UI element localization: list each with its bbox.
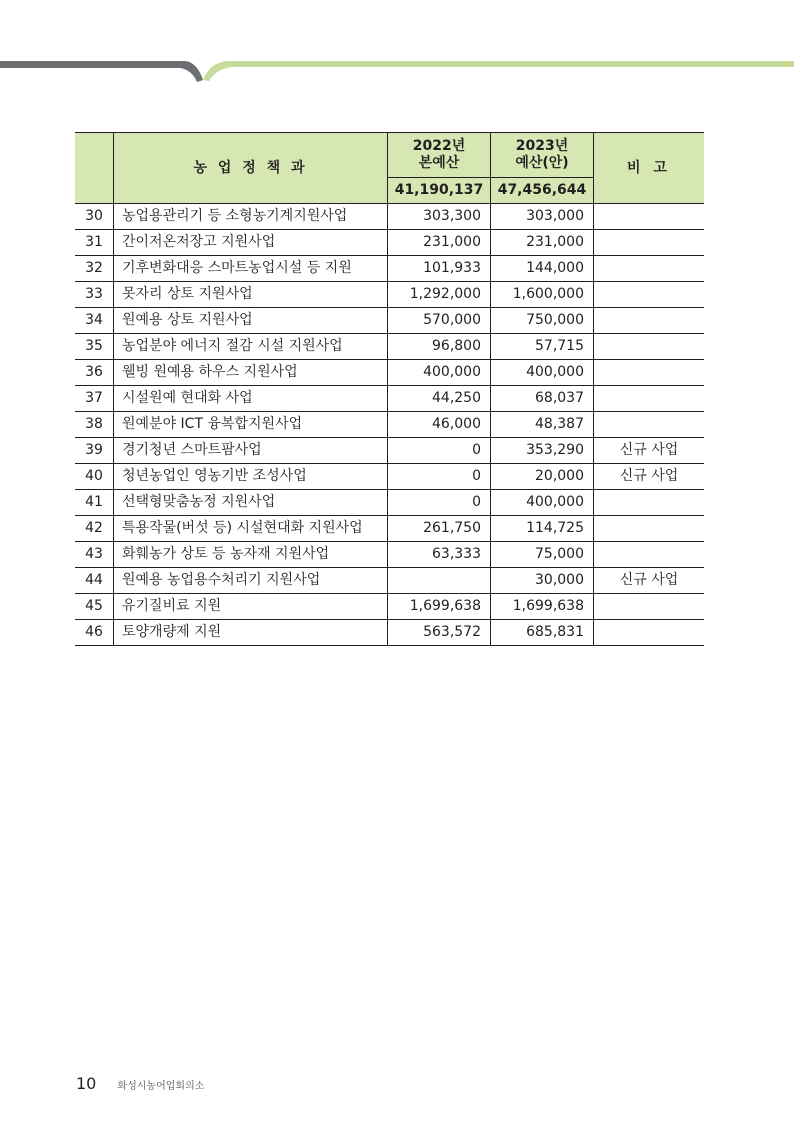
row-number: 40 <box>75 464 114 490</box>
row-budget-2023: 400,000 <box>491 490 594 516</box>
row-program-name: 시설원예 현대화 사업 <box>114 386 388 412</box>
row-note <box>594 620 705 646</box>
header-department: 농 업 정 책 과 <box>114 133 388 204</box>
row-budget-2023: 685,831 <box>491 620 594 646</box>
row-program-name: 간이저온저장고 지원사업 <box>114 230 388 256</box>
header-2023-budget <box>491 133 594 178</box>
row-note <box>594 516 705 542</box>
row-number: 31 <box>75 230 114 256</box>
row-program-name: 청년농업인 영농기반 조성사업 <box>114 464 388 490</box>
table-row <box>75 516 704 542</box>
row-program-name: 선택형맞춤농정 지원사업 <box>114 490 388 516</box>
row-budget-2022: 563,572 <box>388 620 491 646</box>
organization-name: 화성시농어업회의소 <box>117 1081 205 1092</box>
row-budget-2022: 1,292,000 <box>388 282 491 308</box>
row-note <box>594 386 705 412</box>
row-number: 39 <box>75 438 114 464</box>
row-budget-2023: 750,000 <box>491 308 594 334</box>
row-program-name: 농업용관리기 등 소형농기계지원사업 <box>114 204 388 230</box>
table-row <box>75 542 704 568</box>
row-note <box>594 594 705 620</box>
row-budget-2023: 303,000 <box>491 204 594 230</box>
header-2023-year: 2023년 <box>515 138 569 154</box>
row-program-name: 토양개량제 지원 <box>114 620 388 646</box>
row-budget-2023: 231,000 <box>491 230 594 256</box>
row-budget-2023: 1,600,000 <box>491 282 594 308</box>
row-note <box>594 360 705 386</box>
row-number: 34 <box>75 308 114 334</box>
row-budget-2023: 30,000 <box>491 568 594 594</box>
row-budget-2022: 63,333 <box>388 542 491 568</box>
row-number: 37 <box>75 386 114 412</box>
row-budget-2022 <box>388 568 491 594</box>
table-row <box>75 490 704 516</box>
table-row <box>75 594 704 620</box>
row-number: 32 <box>75 256 114 282</box>
row-number: 46 <box>75 620 114 646</box>
row-budget-2023: 57,715 <box>491 334 594 360</box>
row-program-name: 기후변화대응 스마트농업시설 등 지원 <box>114 256 388 282</box>
total-2023: 47,456,644 <box>491 178 594 204</box>
table-row <box>75 282 704 308</box>
row-note <box>594 490 705 516</box>
header-2022-year: 2022년 <box>412 138 466 154</box>
row-note: 신규 사업 <box>594 568 705 594</box>
row-budget-2022: 101,933 <box>388 256 491 282</box>
table-row <box>75 308 704 334</box>
table-row <box>75 334 704 360</box>
header-note: 비 고 <box>594 133 705 204</box>
total-2022: 41,190,137 <box>388 178 491 204</box>
row-budget-2023: 1,699,638 <box>491 594 594 620</box>
row-note <box>594 308 705 334</box>
row-note <box>594 204 705 230</box>
row-budget-2023: 144,000 <box>491 256 594 282</box>
table-row <box>75 204 704 230</box>
row-budget-2023: 353,290 <box>491 438 594 464</box>
header-decoration-band <box>0 0 794 90</box>
row-program-name: 원예용 상토 지원사업 <box>114 308 388 334</box>
row-note <box>594 412 705 438</box>
row-program-name: 농업분야 에너지 절감 시설 지원사업 <box>114 334 388 360</box>
table-header-row <box>75 133 704 178</box>
table-row <box>75 256 704 282</box>
row-number: 35 <box>75 334 114 360</box>
row-number: 33 <box>75 282 114 308</box>
row-budget-2023: 68,037 <box>491 386 594 412</box>
row-budget-2022: 0 <box>388 438 491 464</box>
table-row <box>75 464 704 490</box>
row-program-name: 경기청년 스마트팜사업 <box>114 438 388 464</box>
row-budget-2023: 48,387 <box>491 412 594 438</box>
row-number: 41 <box>75 490 114 516</box>
row-budget-2022: 261,750 <box>388 516 491 542</box>
row-note <box>594 282 705 308</box>
row-note: 신규 사업 <box>594 464 705 490</box>
row-budget-2022: 0 <box>388 490 491 516</box>
row-budget-2022: 570,000 <box>388 308 491 334</box>
table-body <box>75 204 704 646</box>
row-budget-2022: 96,800 <box>388 334 491 360</box>
row-budget-2023: 20,000 <box>491 464 594 490</box>
row-note <box>594 256 705 282</box>
row-budget-2022: 44,250 <box>388 386 491 412</box>
table-row <box>75 438 704 464</box>
page-footer <box>76 1074 204 1093</box>
row-budget-2022: 46,000 <box>388 412 491 438</box>
table-row <box>75 386 704 412</box>
row-program-name: 유기질비료 지원 <box>114 594 388 620</box>
row-note: 신규 사업 <box>594 438 705 464</box>
row-budget-2022: 0 <box>388 464 491 490</box>
row-number: 30 <box>75 204 114 230</box>
row-number: 43 <box>75 542 114 568</box>
row-program-name: 원예분야 ICT 융복합지원사업 <box>114 412 388 438</box>
row-program-name: 원예용 농업용수처리기 지원사업 <box>114 568 388 594</box>
header-number-cell <box>75 133 114 204</box>
row-number: 36 <box>75 360 114 386</box>
row-note <box>594 230 705 256</box>
row-note <box>594 334 705 360</box>
row-number: 42 <box>75 516 114 542</box>
row-budget-2022: 1,699,638 <box>388 594 491 620</box>
row-budget-2022: 303,300 <box>388 204 491 230</box>
row-budget-2023: 114,725 <box>491 516 594 542</box>
row-budget-2022: 231,000 <box>388 230 491 256</box>
page-number: 10 <box>76 1074 97 1093</box>
row-number: 45 <box>75 594 114 620</box>
table-row <box>75 230 704 256</box>
row-note <box>594 542 705 568</box>
header-2022-label: 본예산 <box>418 155 460 171</box>
table-row <box>75 568 704 594</box>
row-program-name: 특용작물(버섯 등) 시설현대화 지원사업 <box>114 516 388 542</box>
header-2022-budget <box>388 133 491 178</box>
table-row <box>75 360 704 386</box>
table-row <box>75 620 704 646</box>
row-budget-2022: 400,000 <box>388 360 491 386</box>
header-2023-label: 예산(안) <box>515 155 569 171</box>
row-number: 44 <box>75 568 114 594</box>
table-row <box>75 412 704 438</box>
budget-table <box>75 132 704 646</box>
row-budget-2023: 400,000 <box>491 360 594 386</box>
row-program-name: 화훼농가 상토 등 농자재 지원사업 <box>114 542 388 568</box>
row-program-name: 웰빙 원예용 하우스 지원사업 <box>114 360 388 386</box>
row-program-name: 못자리 상토 지원사업 <box>114 282 388 308</box>
row-budget-2023: 75,000 <box>491 542 594 568</box>
row-number: 38 <box>75 412 114 438</box>
